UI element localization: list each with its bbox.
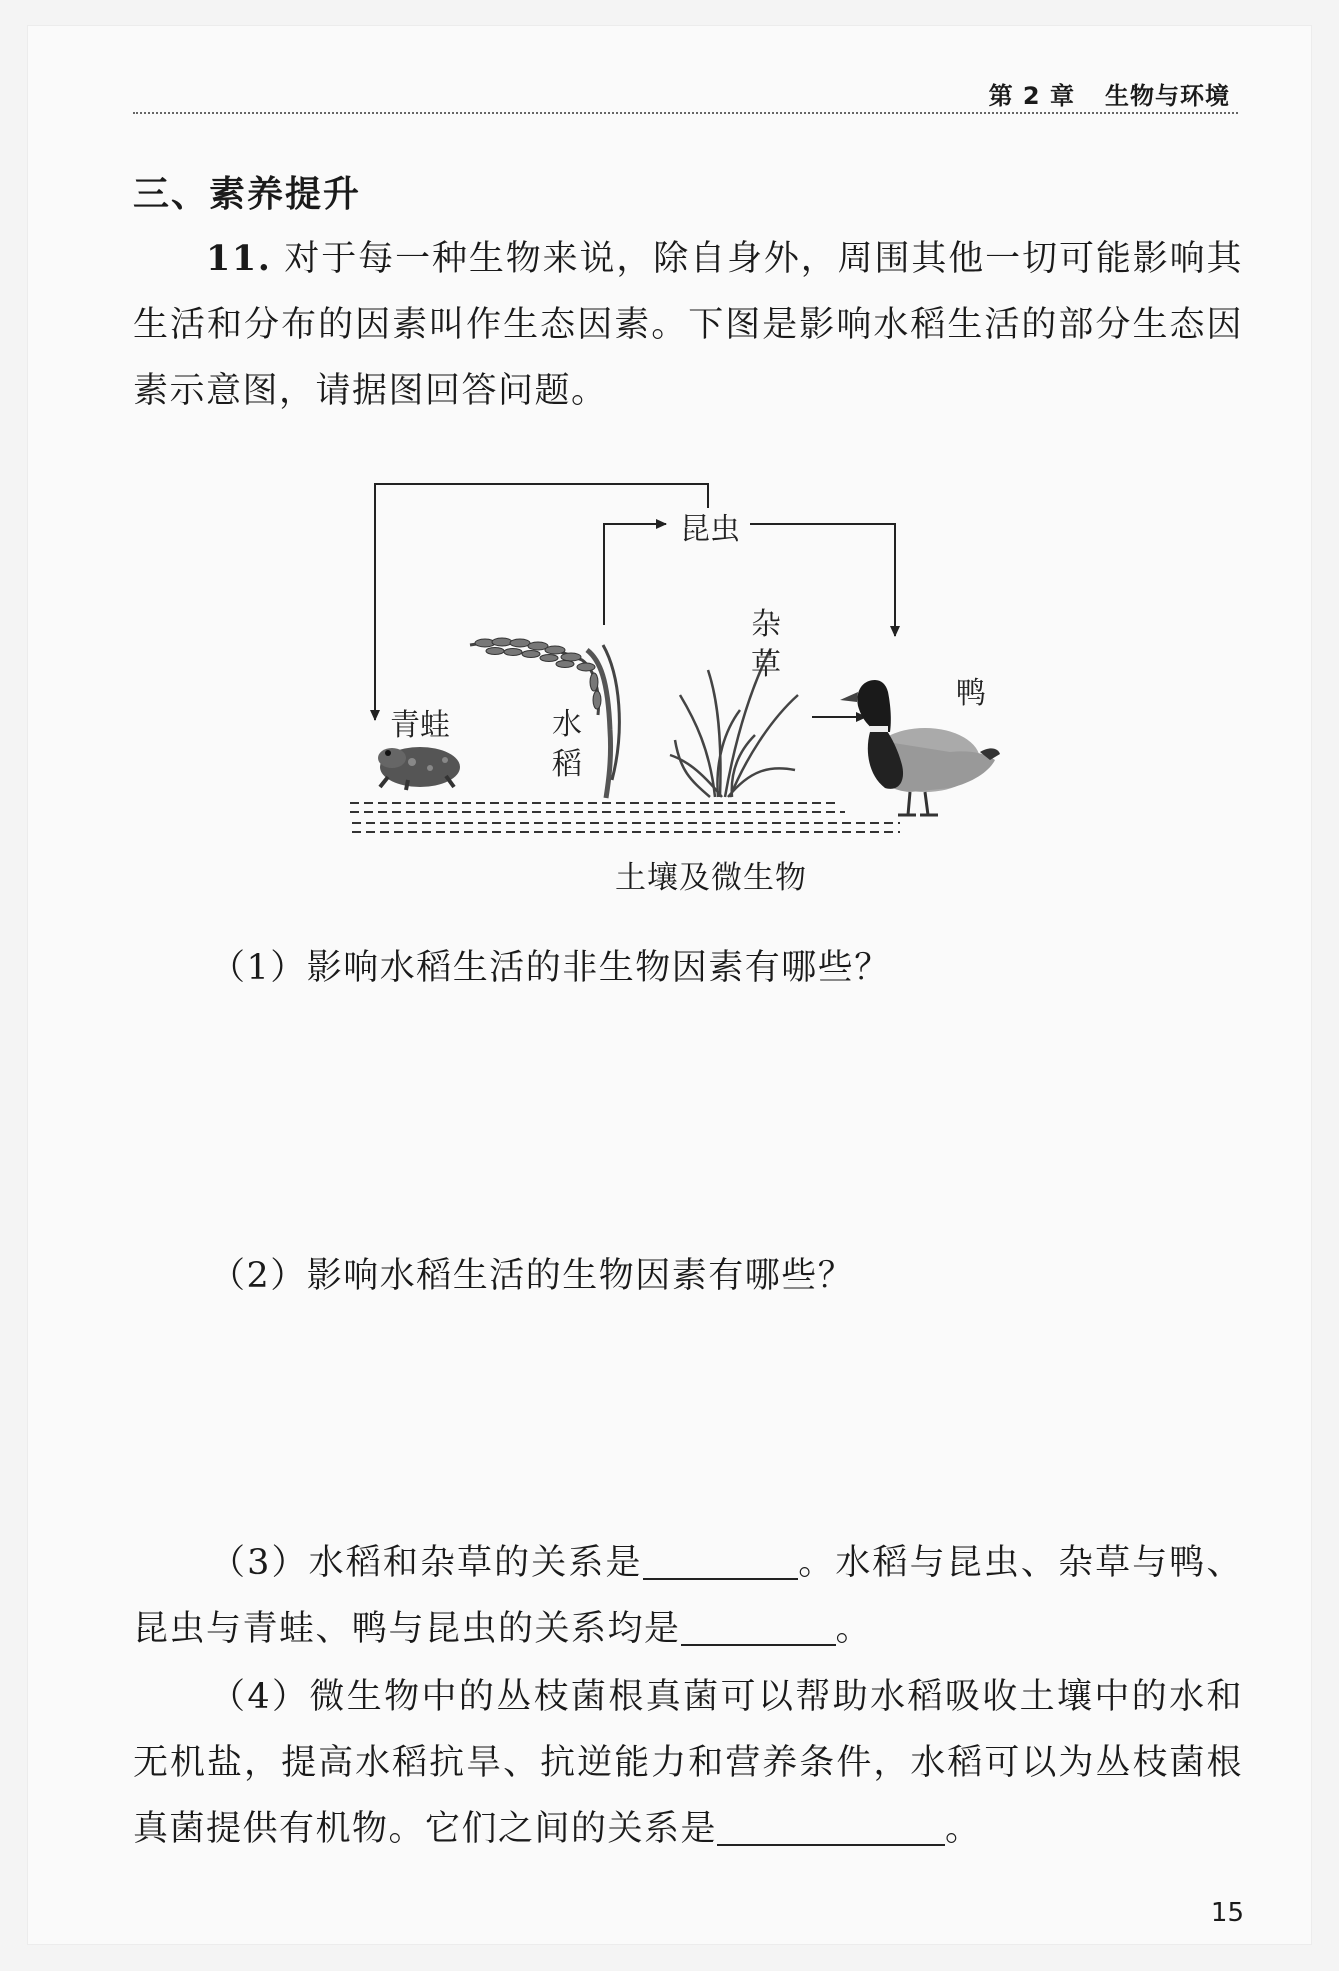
rice-illustration bbox=[470, 638, 619, 798]
subquestion-3-part-c: 昆虫与青蛙、鸭与昆虫的关系均是 bbox=[133, 1609, 681, 1649]
answer-blank-3a[interactable] bbox=[643, 1542, 798, 1580]
question-intro-text: 对于每一种生物来说，除自身外，周围其他一切可能影响其生活和分布的因素叫作生态因素。下图是影响水稻生活的部分生态因素示意图，请据图回答问题。 bbox=[133, 239, 1243, 411]
soil-lines bbox=[350, 803, 900, 832]
answer-blank-3b[interactable] bbox=[681, 1608, 836, 1646]
header-text bbox=[989, 76, 1230, 111]
page-header bbox=[133, 76, 1238, 114]
page-number: 15 bbox=[1210, 1898, 1244, 1928]
subquestion-3-part-d: 。 bbox=[835, 1609, 873, 1649]
question-number: 11. bbox=[206, 238, 272, 279]
subquestion-1: （1）影响水稻生活的非生物因素有哪些？ bbox=[210, 948, 891, 988]
subquestion-4-end: 。 bbox=[945, 1809, 982, 1849]
subquestion-4 bbox=[133, 1664, 1243, 1862]
arrow-insect-to-frog bbox=[375, 484, 708, 720]
arrow-rice-to-insect bbox=[604, 524, 666, 625]
subquestion-3-part-b: 。水稻与昆虫、杂草与鸭、 bbox=[797, 1543, 1243, 1583]
figure-caption: 土壤及微生物 bbox=[615, 860, 807, 896]
subquestion-3-part-a: （3）水稻和杂草的关系是 bbox=[210, 1543, 643, 1583]
label-duck: 鸭 bbox=[956, 676, 986, 711]
label-weed: 杂草 bbox=[751, 607, 781, 682]
header-chapter: 第 2 章 bbox=[988, 82, 1075, 110]
label-insect: 昆虫 bbox=[680, 512, 740, 547]
header-title: 生物与环境 bbox=[1105, 82, 1230, 110]
section-title: 三、素养提升 bbox=[133, 174, 362, 215]
label-frog: 青蛙 bbox=[390, 708, 450, 743]
subquestion-3 bbox=[133, 1530, 1243, 1662]
answer-blank-4[interactable] bbox=[717, 1808, 945, 1846]
label-rice: 水稻 bbox=[552, 707, 582, 782]
question-intro bbox=[133, 226, 1243, 424]
subquestion-2: （2）影响水稻生活的生物因素有哪些？ bbox=[210, 1256, 855, 1296]
subquestion-4-text: （4）微生物中的丛枝菌根真菌可以帮助水稻吸收土壤中的水和无机盐，提高水稻抗旱、抗逆能力和营养条件，水稻可以为丛枝菌根真菌提供有机物。它们之间的关系是 bbox=[133, 1677, 1243, 1849]
frog-illustration bbox=[378, 747, 460, 790]
ecology-figure bbox=[350, 470, 1050, 910]
